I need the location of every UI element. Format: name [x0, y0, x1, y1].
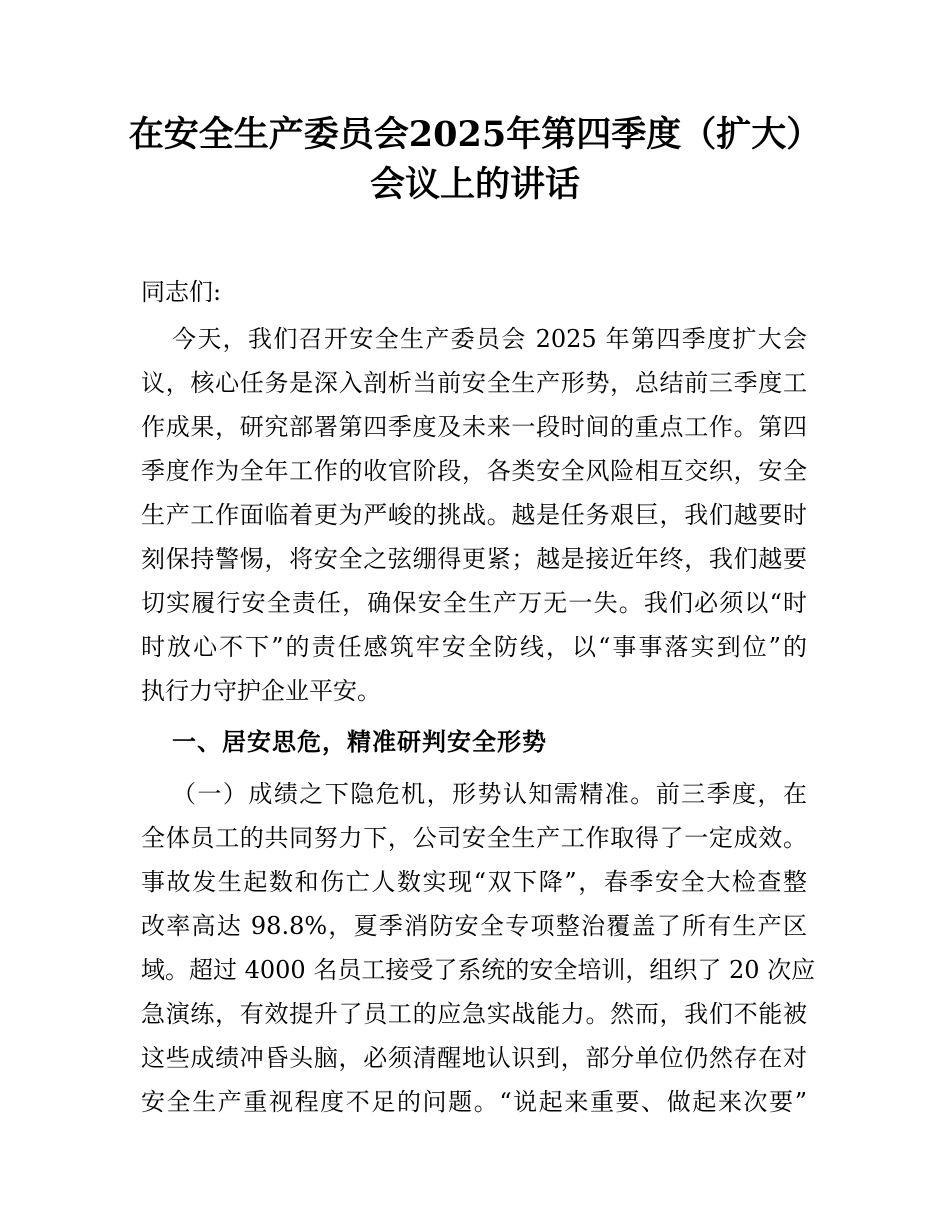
paragraph-2-line: （一）成绩之下隐危机，形势认知需精准。前三季度，在: [172, 780, 807, 808]
paragraph-2-line: 这些成绩冲昏头脑，必须清醒地认识到，部分单位仍然存在对: [141, 1044, 807, 1072]
paragraph-2-line: 域。超过 4000 名员工接受了系统的安全培训，组织了 20 次应: [141, 956, 816, 984]
paragraph-1-line: 执行力守护企业平安。: [141, 677, 381, 705]
paragraph-2-line: 全体员工的共同努力下，公司安全生产工作取得了一定成效。: [141, 824, 807, 852]
paragraph-2-line: 事故发生起数和伤亡人数实现“双下降”，春季安全大检查整: [141, 868, 807, 896]
paragraph-1-line: 议，核心任务是深入剖析当前安全生产形势，总结前三季度工: [141, 369, 807, 397]
salutation: 同志们:: [141, 278, 222, 306]
section-1-heading: 一、居安思危，精准研判安全形势: [172, 728, 547, 756]
document-title-line-1: 在安全生产委员会2025年第四季度（扩大）: [128, 114, 822, 155]
paragraph-1-line: 切实履行安全责任，确保安全生产万无一失。我们必须以“时: [141, 589, 807, 617]
paragraph-1-line: 刻保持警惕，将安全之弦绷得更紧；越是接近年终，我们越要: [141, 545, 807, 573]
paragraph-1-line: 季度作为全年工作的收官阶段，各类安全风险相互交织，安全: [141, 457, 807, 485]
paragraph-2-line: 改率高达 98.8%，夏季消防安全专项整治覆盖了所有生产区: [141, 912, 807, 940]
document-title-line-2: 会议上的讲话: [369, 164, 580, 205]
paragraph-1-line: 作成果，研究部署第四季度及未来一段时间的重点工作。第四: [141, 413, 807, 441]
paragraph-1-line: 生产工作面临着更为严峻的挑战。越是任务艰巨，我们越要时: [141, 501, 807, 529]
paragraph-1-line: 今天，我们召开安全生产委员会 2025 年第四季度扩大会: [172, 325, 807, 353]
paragraph-2-line: 急演练，有效提升了员工的应急实战能力。然而，我们不能被: [141, 1000, 807, 1028]
paragraph-2-line: 安全生产重视程度不足的问题。“说起来重要、做起来次要”: [141, 1088, 807, 1116]
paragraph-1-line: 时放心不下”的责任感筑牢安全防线，以“事事落实到位”的: [141, 633, 807, 661]
